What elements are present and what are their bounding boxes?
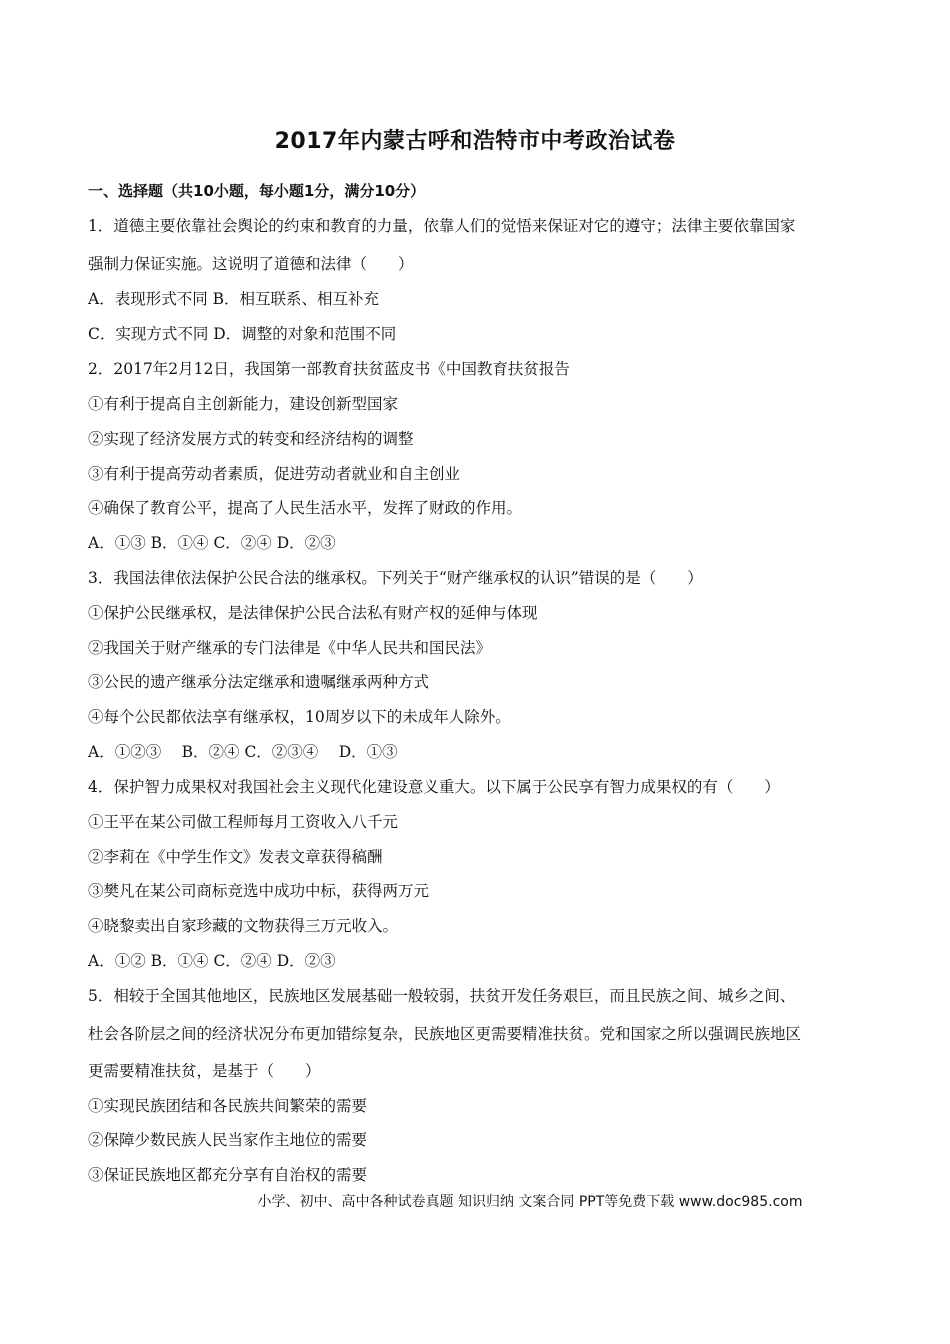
text-line: 1．道德主要依靠社会舆论的约束和教育的力量，依靠人们的觉悟来保证对它的遵守；法律主要依靠国家 [88,217,796,235]
text-line: 强制力保证实施。这说明了道德和法律（ ） [88,255,414,273]
text-line: 5．相较于全国其他地区，民族地区发展基础一般较弱，扶贫开发任务艰巨，而且民族之间、城乡之间、 [88,987,796,1005]
text-line: ①保护公民继承权，是法律保护公民合法私有财产权的延伸与体现 [88,604,538,622]
text-line: ④确保了教育公平，提高了人民生活水平，发挥了财政的作用。 [88,499,523,517]
text-line: ②李莉在《中学生作文》发表文章获得稿酬 [88,848,383,866]
text-line: 杜会各阶层之间的经济状况分布更加错综复杂，民族地区更需要精准扶贫。党和国家之所以强调民族地区 [88,1025,802,1043]
text-line: 4．保护智力成果权对我国社会主义现代化建设意义重大。以下属于公民享有智力成果权的有（ ） [88,778,780,796]
text-line: A．表现形式不同 B．相互联系、相互补充 [88,290,380,308]
page-footer: 小学、初中、高中各种试卷真题 知识归纳 文案合同 PPT等免费下载 www.doc985.com [257,1194,803,1210]
text-line: 更需要精准扶贫，是基于（ ） [88,1062,321,1080]
text-line: ①有利于提高自主创新能力，建设创新型国家 [88,395,399,413]
page-title: 2017年内蒙古呼和浩特市中考政治试卷 [274,129,676,154]
text-line: ②保障少数民族人民当家作主地位的需要 [88,1131,368,1149]
text-line: ①实现民族团结和各民族共间繁荣的需要 [88,1097,368,1115]
text-line: ④晓黎卖出自家珍藏的文物获得三万元收入。 [88,917,399,935]
text-line: ③保证民族地区都充分享有自治权的需要 [88,1166,368,1184]
text-line: C．实现方式不同 D．调整的对象和范围不同 [88,325,397,343]
text-line: 2．2017年2月12日，我国第一部教育扶贫蓝皮书《中国教育扶贫报告 [88,360,570,378]
text-line: 3．我国法律依法保护公民合法的继承权。下列关于“财产继承权的认识”错误的是（ ） [88,569,703,587]
section-heading: 一、选择题（共10小题，每小题1分，满分10分） [88,182,426,200]
text-line: ②我国关于财产继承的专门法律是《中华人民共和国民法》 [88,639,492,657]
text-line: ③公民的遗产继承分法定继承和遗嘱继承两种方式 [88,673,430,691]
text-line: A．①②③ B．②④ C．②③④ D．①③ [88,743,398,761]
text-line: ②实现了经济发展方式的转变和经济结构的调整 [88,430,414,448]
text-line: ①王平在某公司做工程师每月工资收入八千元 [88,813,399,831]
text-line: ④每个公民都依法享有继承权，10周岁以下的未成年人除外。 [88,708,511,726]
text-line: A．①② B．①④ C．②④ D．②③ [88,952,336,970]
text-line: A．①③ B．①④ C．②④ D．②③ [88,534,336,552]
text-line: ③樊凡在某公司商标竞选中成功中标，获得两万元 [88,882,430,900]
text-line: ③有利于提高劳动者素质，促进劳动者就业和自主创业 [88,465,461,483]
